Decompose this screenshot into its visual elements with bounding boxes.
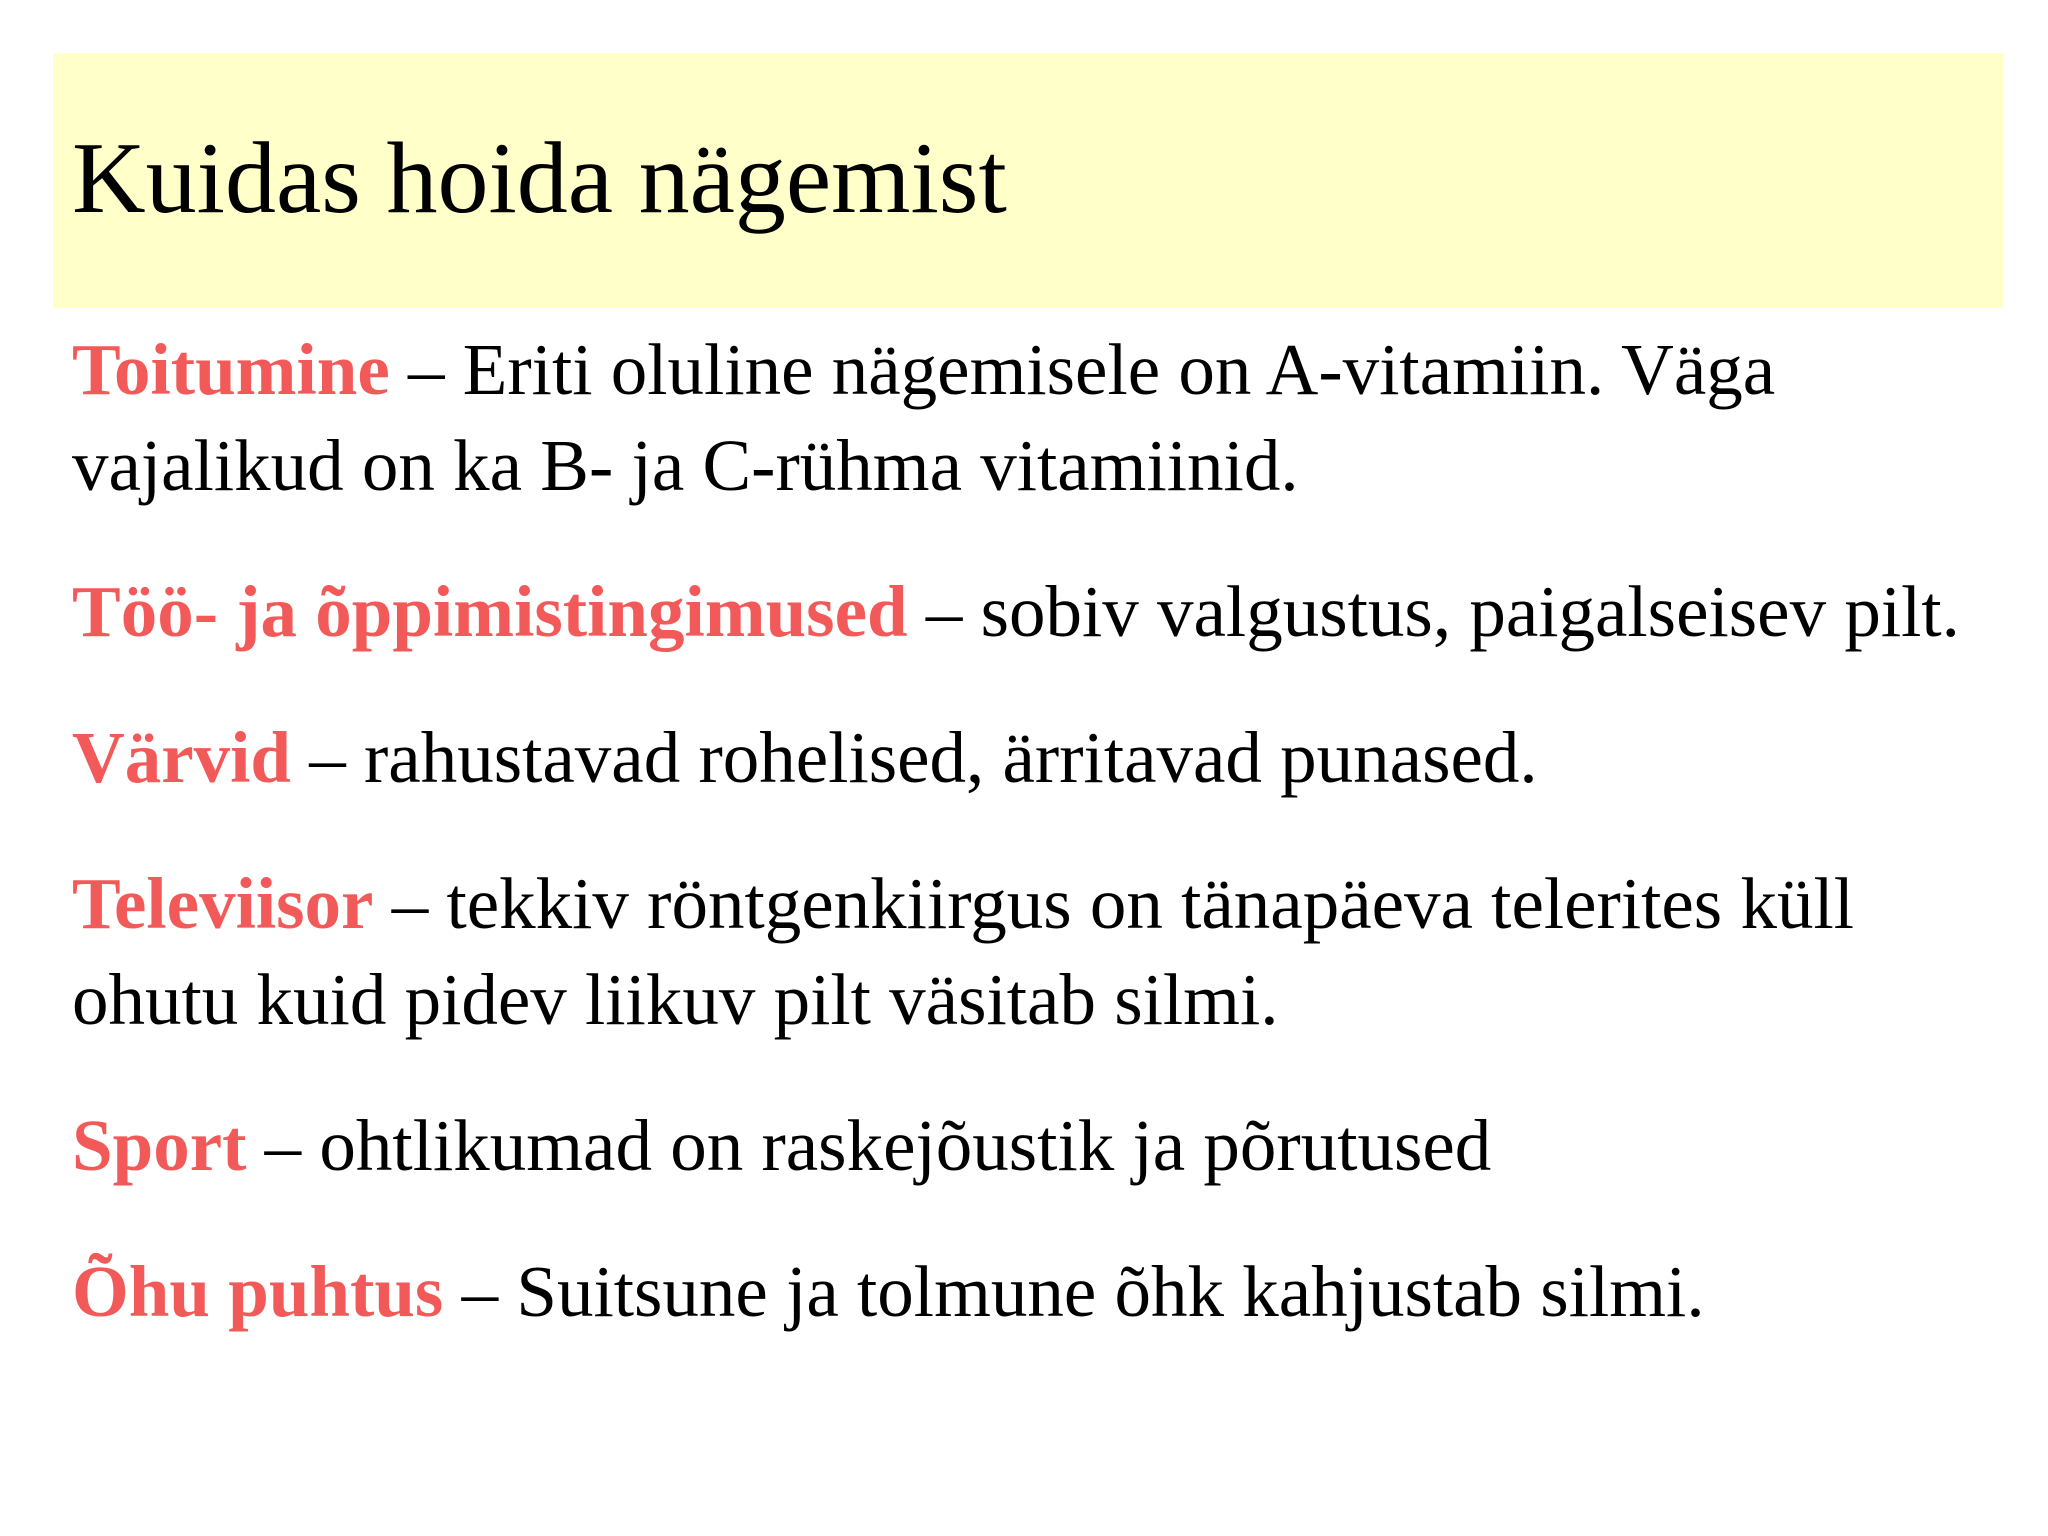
item-term: Televiisor [72,863,374,944]
list-item-varvid [72,710,2002,806]
item-term: Õhu puhtus [72,1251,444,1332]
list-item-sport [72,1098,2002,1194]
item-text: – rahustavad rohelised, ärritavad punased. [291,717,1538,798]
item-text: – sobiv valgustus, paigalseisev pilt. [907,571,1960,652]
slide-title: Kuidas hoida nägemist [72,122,1007,235]
item-text: – ohtlikumad on raskejõustik ja põrutused [246,1105,1492,1186]
item-term: Töö- ja õppimistingimused [72,571,908,652]
item-term: Värvid [72,717,291,798]
list-item-ohu-puhtus [72,1244,2002,1340]
item-text: – Eriti oluline nägemisele on A-vitamiin. Väga vajalikud on ka B- ja C-rühma vitamiinid. [72,329,1776,506]
item-term: Toitumine [72,329,390,410]
item-text: – tekkiv röntgenkiirgus on tänapäeva telerites küll ohutu kuid pidev liikuv pilt väsitab silmi. [72,863,1855,1040]
list-item-toitumine [72,322,2002,514]
item-term: Sport [72,1105,247,1186]
item-text: – Suitsune ja tolmune õhk kahjustab silmi. [443,1251,1705,1332]
list-item-too-ja-oppimistingimused [72,564,2002,660]
list-item-televiisor [72,856,2002,1048]
slide-content [72,322,2002,1390]
